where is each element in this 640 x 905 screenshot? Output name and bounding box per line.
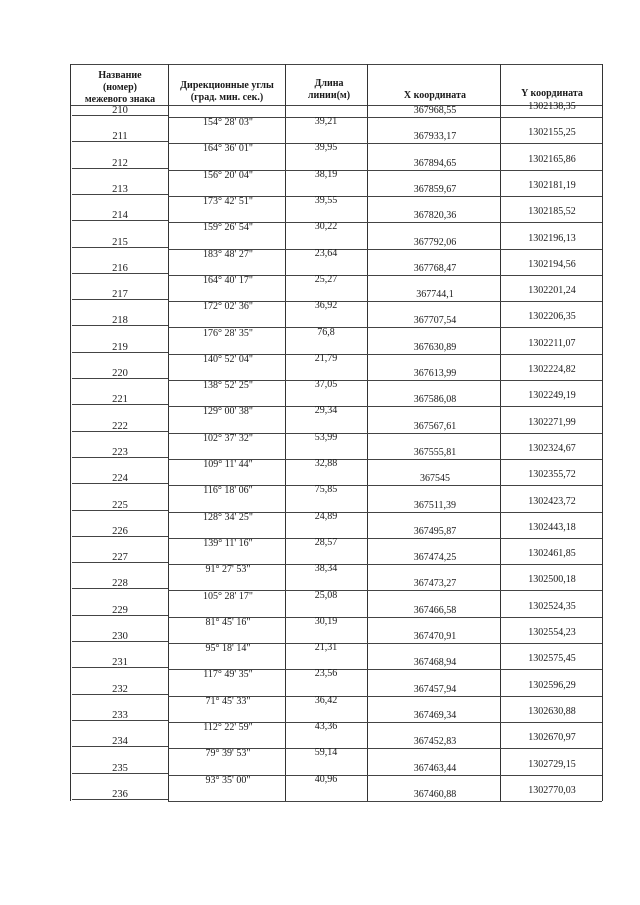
point-name: 211 xyxy=(112,131,128,143)
line-length: 28,57 xyxy=(314,536,338,548)
y-coordinate: 1302670,97 xyxy=(528,732,576,744)
point-name: 231 xyxy=(112,657,128,669)
direction-angle: 116° 18' 06" xyxy=(203,485,253,497)
x-coordinate: 367859,67 xyxy=(413,183,457,195)
y-coordinate: 1302500,18 xyxy=(528,574,576,586)
direction-angle: 81° 45' 16" xyxy=(205,616,251,628)
header-angle xyxy=(168,80,286,104)
y-coordinate: 1302271,99 xyxy=(528,416,576,428)
table-top-border xyxy=(70,64,602,65)
header-name-line-3: межевого знака xyxy=(84,94,156,105)
direction-angle: 164° 36' 01" xyxy=(203,143,253,155)
header-y xyxy=(502,88,602,100)
direction-angle: 140° 52' 04" xyxy=(203,353,253,365)
point-name: 224 xyxy=(112,473,128,485)
x-coordinate: 367744,1 xyxy=(416,289,454,301)
point-name: 212 xyxy=(112,157,128,169)
header-length-line-1: Длина xyxy=(314,78,344,89)
line-length: 24,89 xyxy=(314,510,338,522)
x-coordinate: 367468,94 xyxy=(413,657,457,669)
y-coordinate: 1302423,72 xyxy=(528,495,576,507)
direction-angle: 129° 00' 38" xyxy=(203,406,253,418)
direction-angle: 79° 39' 53" xyxy=(205,748,251,760)
direction-angle: 105° 28' 17" xyxy=(203,590,253,602)
y-coordinate: 1302770,03 xyxy=(528,784,576,796)
direction-angle: 183° 48' 27" xyxy=(203,248,253,260)
x-coordinate: 367470,91 xyxy=(413,631,457,642)
header-length-line-2: линии(м) xyxy=(307,90,351,101)
point-name: 225 xyxy=(112,499,128,511)
point-name: 226 xyxy=(112,525,128,537)
point-name: 215 xyxy=(112,236,128,248)
direction-angle: 91° 27' 53" xyxy=(205,564,251,576)
x-coordinate: 367968,55 xyxy=(413,105,457,116)
y-coordinate: 1302554,23 xyxy=(528,627,576,638)
y-coordinate: 1302575,45 xyxy=(528,653,576,665)
y-coordinate: 1302196,13 xyxy=(528,232,576,244)
x-coordinate: 367820,36 xyxy=(413,210,457,222)
x-coordinate: 367707,54 xyxy=(413,315,457,327)
direction-angle: 117° 49' 35" xyxy=(203,669,253,681)
direction-angle: 95° 18' 14" xyxy=(205,643,251,655)
line-length: 30,19 xyxy=(314,615,338,627)
header-x xyxy=(370,90,500,102)
y-coordinate: 1302461,85 xyxy=(528,548,576,560)
y-coordinate: 1302155,25 xyxy=(528,127,576,139)
y-coordinate: 1302138,35 xyxy=(528,101,576,112)
y-coordinate: 1302443,18 xyxy=(528,521,576,533)
direction-angle: 138° 52' 25" xyxy=(203,380,253,392)
y-coordinate: 1302211,07 xyxy=(528,337,576,349)
y-coordinate: 1302355,72 xyxy=(528,469,576,481)
line-length: 36,42 xyxy=(314,694,338,706)
x-coordinate: 367474,25 xyxy=(413,552,457,564)
y-coordinate: 1302185,52 xyxy=(528,206,576,218)
line-length: 39,55 xyxy=(314,195,338,207)
line-length: 21,79 xyxy=(314,352,338,364)
point-name: 217 xyxy=(112,289,128,301)
direction-angle: 173° 42' 51" xyxy=(203,196,253,208)
header-name-line-2: (номер) xyxy=(102,82,138,93)
point-name: 235 xyxy=(112,762,128,774)
direction-angle: 159° 26' 54" xyxy=(203,222,253,234)
line-length: 38,19 xyxy=(314,168,338,180)
point-name: 210 xyxy=(112,105,128,116)
point-name: 236 xyxy=(112,788,128,800)
column-line xyxy=(602,64,603,801)
y-coordinate: 1302206,35 xyxy=(528,311,576,323)
header-name-line-1: Название xyxy=(98,70,142,81)
point-name: 218 xyxy=(112,315,128,327)
line-length: 25,27 xyxy=(314,273,338,285)
y-coordinate: 1302524,35 xyxy=(528,600,576,612)
line-length: 25,08 xyxy=(314,589,338,601)
direction-angle: 164° 40' 17" xyxy=(203,274,253,286)
line-length: 53,99 xyxy=(314,431,338,443)
y-coordinate: 1302596,29 xyxy=(528,679,576,691)
point-name: 232 xyxy=(112,683,128,695)
header-x-label: X координата xyxy=(403,90,467,101)
x-coordinate: 367630,89 xyxy=(413,341,457,353)
line-length: 36,92 xyxy=(314,300,338,312)
direction-angle: 102° 37' 32" xyxy=(203,432,253,444)
point-name: 228 xyxy=(112,578,128,590)
line-length: 75,85 xyxy=(314,484,338,496)
point-name: 222 xyxy=(112,420,128,432)
y-coordinate: 1302201,24 xyxy=(528,285,576,297)
x-coordinate: 367894,65 xyxy=(413,157,457,169)
header-length xyxy=(284,78,374,102)
direction-angle: 71° 45' 33" xyxy=(205,695,251,707)
x-coordinate: 367933,17 xyxy=(413,131,457,143)
line-length: 76,8 xyxy=(317,326,335,338)
header-angle-line-1: Дирекционные углы xyxy=(180,80,274,91)
x-coordinate: 367586,08 xyxy=(413,394,457,406)
x-coordinate: 367469,34 xyxy=(413,709,457,721)
point-name: 227 xyxy=(112,552,128,564)
y-coordinate: 1302224,82 xyxy=(528,364,576,375)
direction-angle: 109° 11' 44" xyxy=(203,459,253,471)
x-coordinate: 367460,88 xyxy=(413,788,457,800)
y-coordinate: 1302630,88 xyxy=(528,705,576,717)
line-length: 39,95 xyxy=(314,142,338,154)
line-length: 29,34 xyxy=(314,405,338,417)
point-name: 219 xyxy=(112,341,128,353)
line-length: 23,56 xyxy=(314,668,338,680)
x-coordinate: 367511,39 xyxy=(413,499,457,511)
x-coordinate: 367495,87 xyxy=(413,525,457,537)
direction-angle: 172° 02' 36" xyxy=(203,301,253,313)
x-coordinate: 367545 xyxy=(420,473,450,485)
x-coordinate: 367613,99 xyxy=(413,368,457,379)
x-coordinate: 367567,61 xyxy=(413,420,457,432)
direction-angle: 156° 20' 04" xyxy=(203,169,253,181)
point-name: 221 xyxy=(112,394,128,406)
y-coordinate: 1302249,19 xyxy=(528,390,576,402)
x-coordinate: 367452,83 xyxy=(413,736,457,748)
header-angle-line-2: (град. мин. сек.) xyxy=(190,92,264,103)
line-length: 38,34 xyxy=(314,563,338,575)
x-coordinate: 367457,94 xyxy=(413,683,457,695)
y-coordinate: 1302165,86 xyxy=(528,153,576,165)
x-coordinate: 367792,06 xyxy=(413,236,457,248)
line-length: 23,64 xyxy=(314,247,338,259)
direction-angle: 93° 35' 00" xyxy=(205,774,251,786)
point-name: 223 xyxy=(112,446,128,458)
direction-angle: 139° 11' 16" xyxy=(203,537,253,549)
point-name: 220 xyxy=(112,368,128,379)
line-length: 59,14 xyxy=(314,747,338,759)
point-name: 234 xyxy=(112,736,128,748)
line-length: 32,88 xyxy=(314,458,338,470)
direction-angle: 112° 22' 59" xyxy=(203,722,253,734)
direction-angle: 176° 28' 35" xyxy=(203,327,253,339)
x-coordinate: 367466,58 xyxy=(413,604,457,616)
line-length: 21,31 xyxy=(314,642,338,654)
y-coordinate: 1302181,19 xyxy=(528,179,576,191)
x-coordinate: 367473,27 xyxy=(413,578,457,590)
x-coordinate: 367555,81 xyxy=(413,446,457,458)
point-name: 214 xyxy=(112,210,128,222)
point-name: 216 xyxy=(112,262,128,274)
direction-angle: 154° 28' 03" xyxy=(203,117,253,129)
line-length: 30,22 xyxy=(314,221,338,233)
x-coordinate: 367768,47 xyxy=(413,262,457,274)
line-length: 40,96 xyxy=(314,773,338,785)
line-length: 43,36 xyxy=(314,721,338,733)
y-coordinate: 1302194,56 xyxy=(528,258,576,270)
y-coordinate: 1302729,15 xyxy=(528,758,576,770)
row-line xyxy=(168,801,602,802)
header-y-label: Y координата xyxy=(521,88,583,99)
x-coordinate: 367463,44 xyxy=(413,762,457,774)
point-name: 213 xyxy=(112,183,128,195)
point-name: 230 xyxy=(112,631,128,642)
direction-angle: 128° 34' 25" xyxy=(203,511,253,523)
y-coordinate: 1302324,67 xyxy=(528,442,576,454)
point-name: 229 xyxy=(112,604,128,616)
header-name xyxy=(70,70,170,106)
line-length: 37,05 xyxy=(314,379,338,391)
point-name: 233 xyxy=(112,709,128,721)
line-length: 39,21 xyxy=(314,116,338,128)
